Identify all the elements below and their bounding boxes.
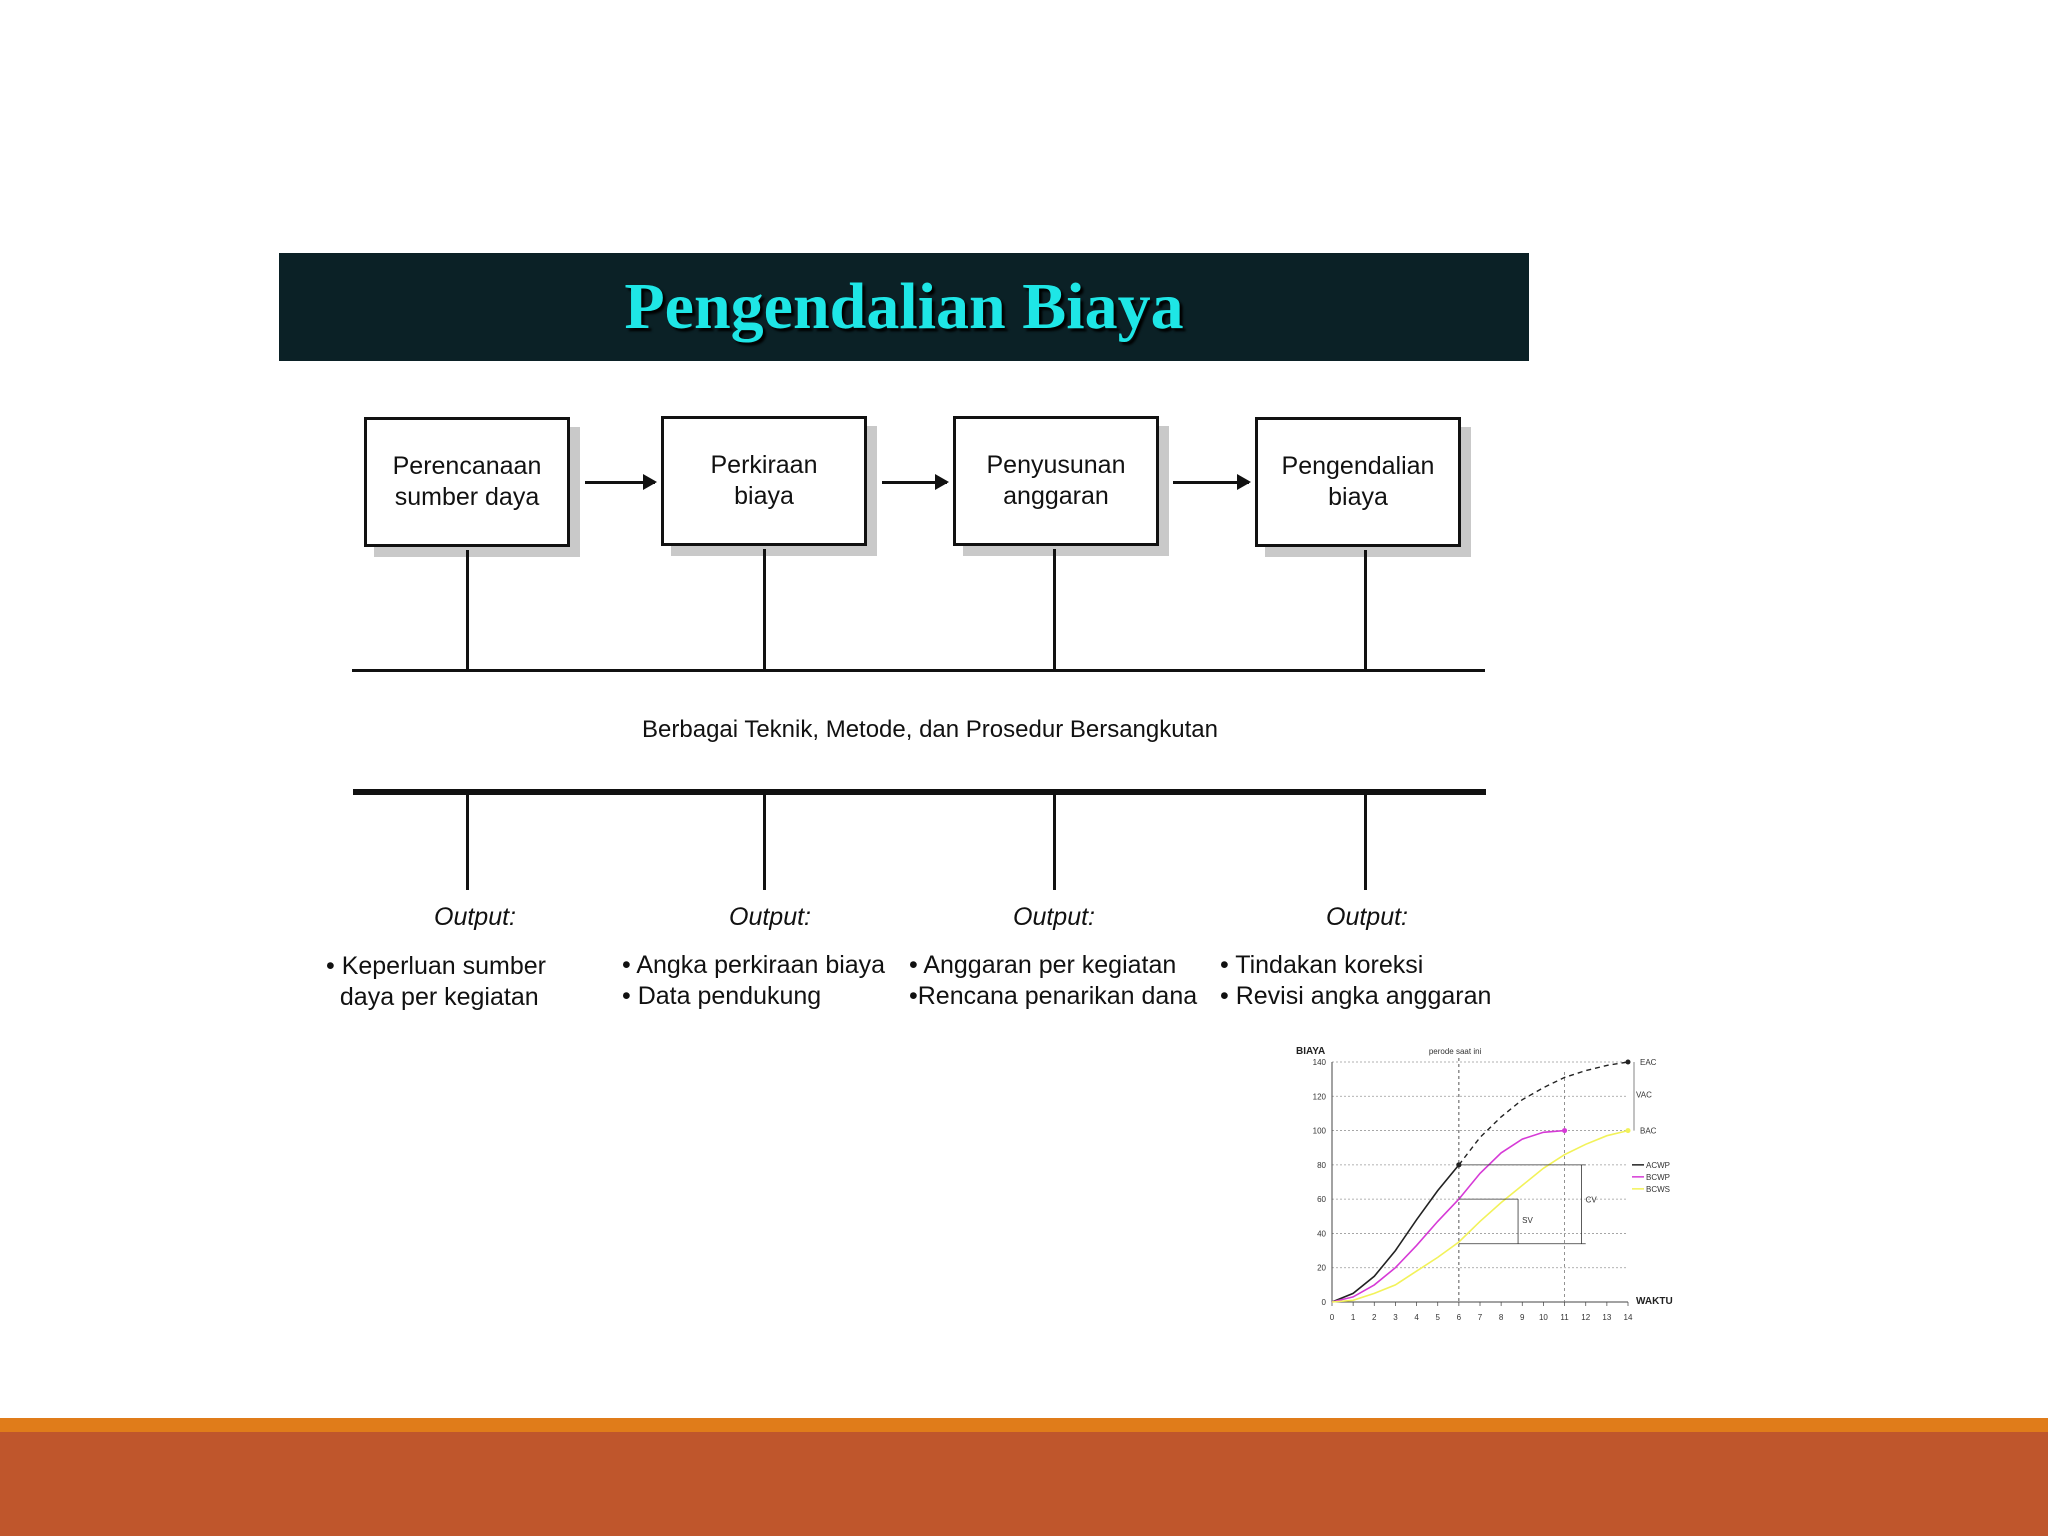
y-axis-label: BIAYA (1296, 1046, 1326, 1057)
eac-label: EAC (1640, 1058, 1657, 1067)
series-line-acwp (1332, 1165, 1459, 1302)
x-tick-label: 5 (1435, 1313, 1440, 1322)
x-tick-label: 11 (1560, 1313, 1569, 1322)
output-heading: Output: (1013, 903, 1095, 931)
techniques-label: Berbagai Teknik, Metode, dan Prosedur Bersangkutan (642, 716, 1218, 743)
step-label: Pengendalian biaya (1281, 452, 1435, 511)
connector-line (1053, 795, 1056, 890)
output-item: • Tindakan koreksi (1220, 951, 1424, 979)
x-tick-label: 3 (1393, 1313, 1398, 1322)
flow-arrow (882, 481, 947, 484)
x-tick-label: 9 (1520, 1313, 1525, 1322)
connector-line (763, 795, 766, 890)
flow-arrow (1173, 481, 1249, 484)
title-bar (279, 253, 1529, 361)
series-endpoint (1626, 1128, 1631, 1133)
bac-label: BAC (1640, 1126, 1657, 1136)
flow-arrow (585, 481, 655, 484)
step-box-budgeting (953, 416, 1159, 546)
bottom-bar-line (353, 789, 1486, 795)
x-tick-label: 8 (1498, 1313, 1504, 1322)
output-item: • Keperluan sumber (326, 952, 546, 980)
connector-line (466, 550, 469, 670)
legend-label: ACWP (1646, 1160, 1670, 1170)
connector-line (763, 549, 766, 670)
y-tick-label: 120 (1312, 1092, 1326, 1102)
y-tick-label: 140 (1312, 1058, 1326, 1067)
x-tick-label: 14 (1623, 1313, 1633, 1322)
series-endpoint (1562, 1128, 1567, 1133)
y-tick-label: 100 (1312, 1126, 1326, 1136)
output-list (1220, 950, 1491, 1012)
forecast-endpoint (1626, 1060, 1631, 1065)
connector-line (1364, 795, 1367, 890)
x-tick-label: 12 (1581, 1313, 1591, 1322)
output-list (622, 950, 885, 1012)
earned-value-chart (1280, 1040, 1700, 1340)
legend-label: BCWP (1646, 1172, 1670, 1182)
output-list (326, 951, 546, 1013)
step-box-resource-planning (364, 417, 570, 547)
output-item: • Anggaran per kegiatan (909, 951, 1177, 979)
output-heading: Output: (1326, 903, 1408, 931)
step-label: Perkiraan biaya (710, 451, 818, 510)
connector-line (466, 795, 469, 890)
y-tick-label: 20 (1317, 1263, 1326, 1273)
x-tick-label: 6 (1456, 1313, 1462, 1322)
x-tick-label: 1 (1350, 1313, 1356, 1322)
output-item: daya per kegiatan (326, 983, 539, 1011)
output-item: • Data pendukung (622, 982, 822, 1010)
top-bar-line (352, 669, 1485, 672)
x-tick-label: 4 (1414, 1313, 1419, 1322)
y-tick-label: 60 (1317, 1195, 1326, 1205)
output-heading: Output: (729, 903, 811, 931)
y-tick-label: 40 (1317, 1229, 1326, 1239)
current-period-label: perode saat ini (1428, 1047, 1482, 1056)
page-title: Pengendalian Biaya (624, 270, 1184, 343)
y-tick-label: 0 (1321, 1298, 1326, 1307)
forecast-line-eac (1459, 1062, 1628, 1165)
x-tick-label: 7 (1477, 1313, 1483, 1322)
footer-accent-band (0, 1418, 2048, 1432)
series-line-bcws (1332, 1131, 1628, 1302)
y-tick-label: 80 (1317, 1160, 1326, 1170)
output-list (909, 950, 1197, 1012)
output-item: • Angka perkiraan biaya (622, 951, 886, 979)
output-item: •Rencana penarikan dana (909, 982, 1198, 1010)
output-item: • Revisi angka anggaran (1220, 982, 1492, 1010)
footer-band (0, 1432, 2048, 1536)
connector-line (1053, 549, 1056, 670)
step-label: Perencanaan sumber daya (392, 452, 542, 511)
x-tick-label: 13 (1602, 1313, 1612, 1322)
connector-line (1364, 550, 1367, 670)
step-box-cost-estimate (661, 416, 867, 546)
x-tick-label: 10 (1538, 1313, 1548, 1322)
legend-label: BCWS (1646, 1184, 1670, 1194)
step-box-cost-control (1255, 417, 1461, 547)
output-heading: Output: (434, 903, 516, 931)
x-axis-label: WAKTU (1636, 1296, 1673, 1307)
cv-label: CV (1585, 1195, 1597, 1205)
x-tick-label: 2 (1372, 1313, 1377, 1322)
x-tick-label: 0 (1329, 1313, 1335, 1322)
vac-label: VAC (1636, 1090, 1652, 1100)
sv-label: SV (1522, 1216, 1533, 1226)
step-label: Penyusunan anggaran (986, 451, 1126, 510)
